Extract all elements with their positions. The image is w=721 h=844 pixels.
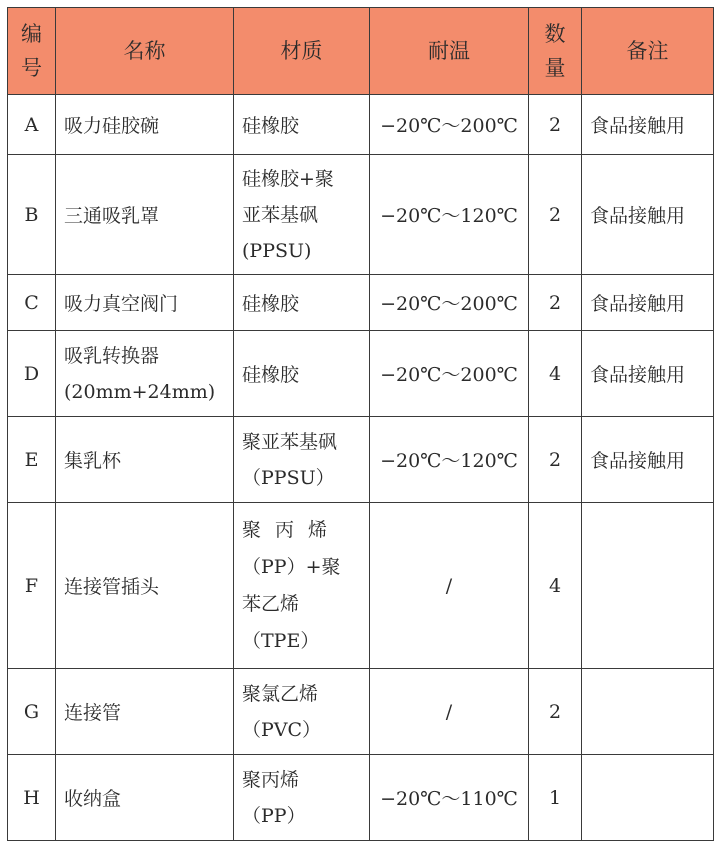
cell-code: G xyxy=(8,669,56,755)
cell-name-line: (20mm+24mm) xyxy=(64,380,216,403)
cell-remark xyxy=(582,503,714,669)
header-code xyxy=(8,8,56,95)
cell-name xyxy=(56,155,234,275)
cell-material xyxy=(234,755,370,841)
cell-code: H xyxy=(8,755,56,841)
cell-temperature: −20℃～200℃ xyxy=(370,95,529,155)
cell-material-line: 硅橡胶 xyxy=(242,115,300,137)
cell-name xyxy=(56,503,234,669)
cell-material-line: （PP） xyxy=(242,804,306,827)
cell-material xyxy=(234,503,370,669)
table-row xyxy=(8,95,714,155)
cell-material-line: 聚亚苯基砜 xyxy=(242,430,338,453)
cell-quantity: 2 xyxy=(529,669,582,755)
cell-quantity: 2 xyxy=(529,417,582,503)
cell-temperature: −20℃～110℃ xyxy=(370,755,529,841)
cell-name-line: 连接管 xyxy=(64,702,122,724)
cell-material-line: (PPSU) xyxy=(242,239,312,262)
cell-name-line: 三通吸乳罩 xyxy=(64,205,160,227)
cell-material-line: （PP）+聚 xyxy=(242,555,341,578)
cell-material-line: （PPSU） xyxy=(242,466,335,489)
cell-name xyxy=(56,417,234,503)
header-quantity xyxy=(529,8,582,95)
cell-code: C xyxy=(8,275,56,331)
cell-name xyxy=(56,95,234,155)
table-row xyxy=(8,417,714,503)
cell-remark: 食品接触用 xyxy=(582,417,714,503)
table-header-row xyxy=(8,8,714,95)
cell-quantity: 2 xyxy=(529,95,582,155)
cell-material-line: 硅橡胶 xyxy=(242,293,300,315)
cell-temperature: −20℃～120℃ xyxy=(370,417,529,503)
cell-material-line: 硅橡胶 xyxy=(242,364,300,386)
cell-remark xyxy=(582,669,714,755)
cell-remark xyxy=(582,755,714,841)
cell-code: D xyxy=(8,331,56,417)
table-row xyxy=(8,275,714,331)
cell-material-line: 聚丙烯 xyxy=(242,768,300,791)
cell-temperature: −20℃～120℃ xyxy=(370,155,529,275)
cell-quantity: 4 xyxy=(529,331,582,417)
cell-name-line: 集乳杯 xyxy=(64,450,122,472)
cell-name xyxy=(56,755,234,841)
cell-material-line: 硅橡胶+聚 xyxy=(242,167,334,190)
cell-temperature: / xyxy=(370,503,529,669)
cell-remark: 食品接触用 xyxy=(582,331,714,417)
cell-name-line: 吸力硅胶碗 xyxy=(64,115,160,137)
header-remark: 备注 xyxy=(582,8,714,95)
cell-material xyxy=(234,155,370,275)
cell-code: B xyxy=(8,155,56,275)
table-row xyxy=(8,503,714,669)
cell-temperature: −20℃～200℃ xyxy=(370,331,529,417)
cell-material xyxy=(234,669,370,755)
header-code-line-1: 编 xyxy=(21,22,42,46)
cell-quantity: 4 xyxy=(529,503,582,669)
cell-material-line: 聚氯乙烯 xyxy=(242,682,319,705)
cell-name xyxy=(56,669,234,755)
table-row xyxy=(8,331,714,417)
cell-material-line: 苯乙烯 xyxy=(242,592,300,615)
cell-remark: 食品接触用 xyxy=(582,275,714,331)
cell-name xyxy=(56,275,234,331)
cell-material xyxy=(234,95,370,155)
header-quantity-line-2: 量 xyxy=(544,56,566,80)
cell-material xyxy=(234,417,370,503)
cell-name-line: 吸乳转换器 xyxy=(64,344,160,367)
cell-name-line: 连接管插头 xyxy=(64,576,160,598)
parts-table-container xyxy=(7,7,714,841)
header-code-line-2: 号 xyxy=(21,56,42,80)
cell-code: E xyxy=(8,417,56,503)
cell-material xyxy=(234,275,370,331)
cell-material xyxy=(234,331,370,417)
cell-name xyxy=(56,331,234,417)
cell-temperature: −20℃～200℃ xyxy=(370,275,529,331)
cell-material-line: 聚丙烯 xyxy=(242,518,342,541)
cell-quantity: 2 xyxy=(529,275,582,331)
table-row xyxy=(8,755,714,841)
cell-code: F xyxy=(8,503,56,669)
cell-remark: 食品接触用 xyxy=(582,155,714,275)
header-temperature: 耐温 xyxy=(370,8,529,95)
table-row xyxy=(8,669,714,755)
cell-material-line: （PVC） xyxy=(242,718,322,741)
cell-material-line: （TPE） xyxy=(242,629,320,652)
cell-temperature: / xyxy=(370,669,529,755)
cell-quantity: 2 xyxy=(529,155,582,275)
cell-material-line: 亚苯基砜 xyxy=(242,203,319,226)
table-row xyxy=(8,155,714,275)
cell-name-line: 吸力真空阀门 xyxy=(64,293,179,315)
parts-table xyxy=(7,7,714,841)
header-quantity-line-1: 数 xyxy=(544,22,566,46)
header-name: 名称 xyxy=(56,8,234,95)
header-material: 材质 xyxy=(234,8,370,95)
cell-remark: 食品接触用 xyxy=(582,95,714,155)
cell-code: A xyxy=(8,95,56,155)
cell-quantity: 1 xyxy=(529,755,582,841)
cell-name-line: 收纳盒 xyxy=(64,788,122,810)
